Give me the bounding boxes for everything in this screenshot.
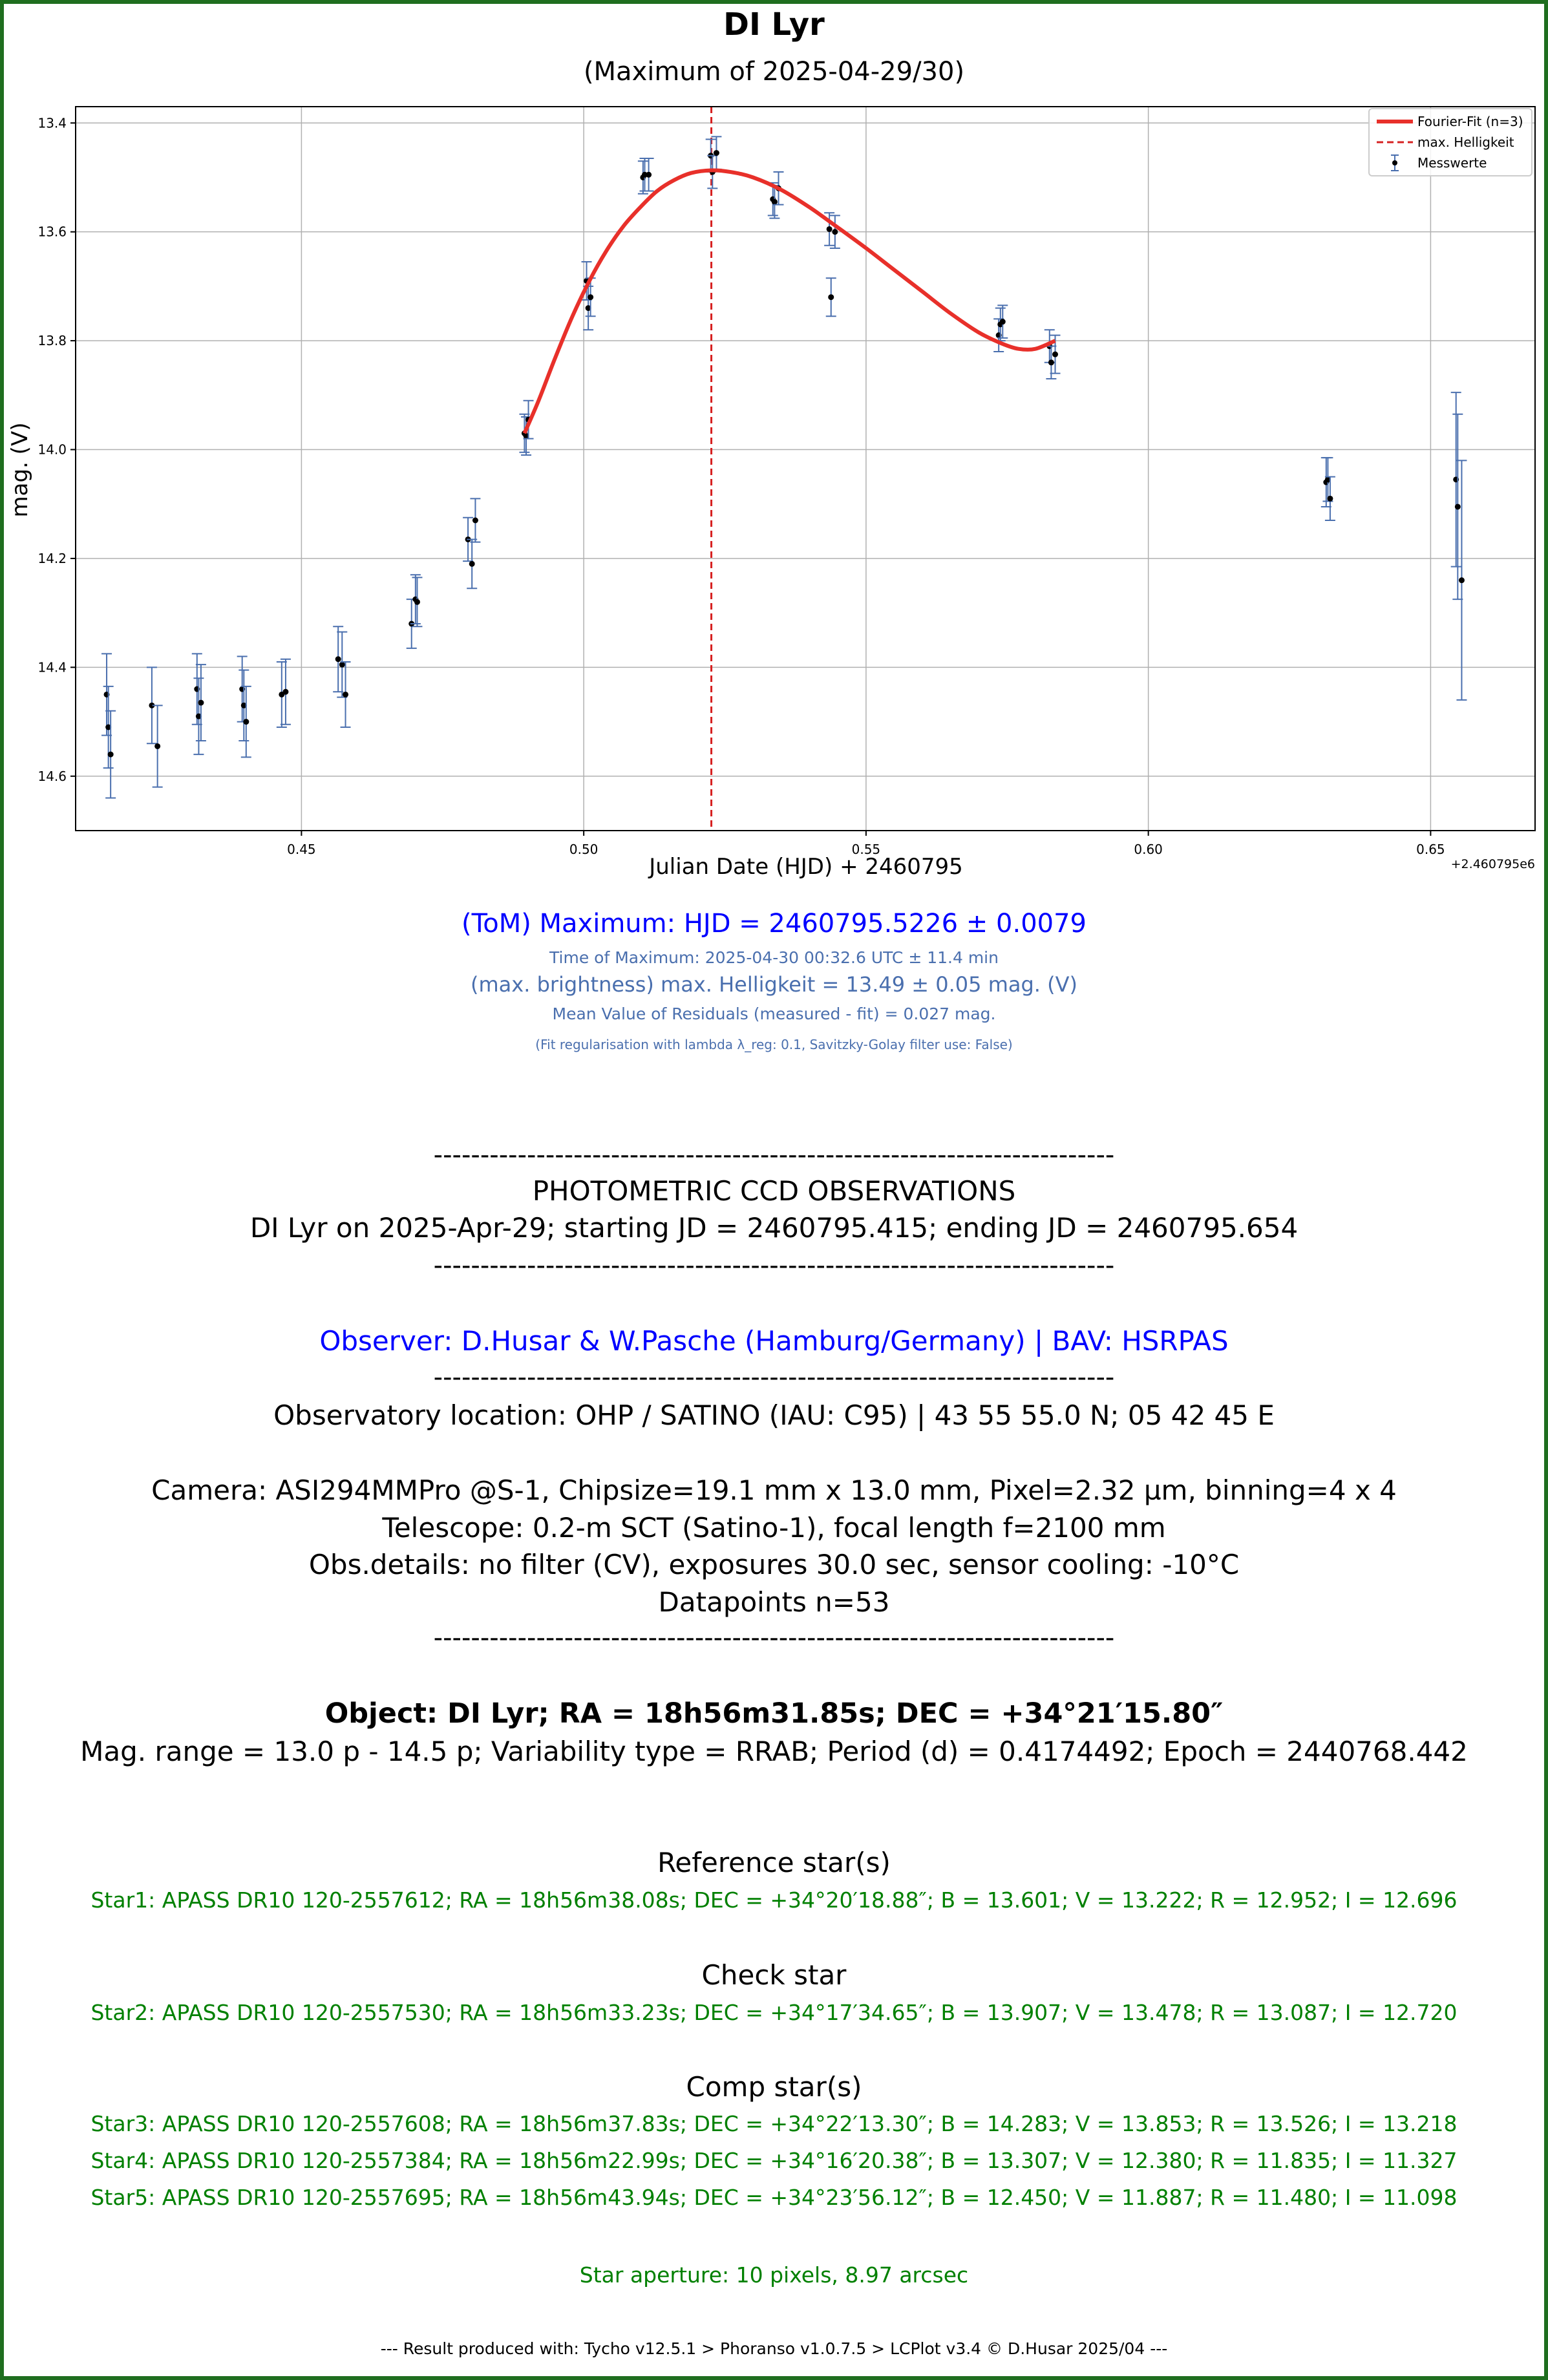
observer: Observer: D.Husar & W.Pasche (Hamburg/Germany) | BAV: HSRPAS <box>319 1325 1229 1357</box>
comp-star-heading: Comp star(s) <box>686 2071 862 2103</box>
measurement-point <box>827 226 832 232</box>
measurement-point <box>335 656 341 662</box>
time-of-max: Time of Maximum: 2025-04-30 00:32.6 UTC ± 11.4 min <box>549 948 999 967</box>
star2-info: Star2: APASS DR10 120-2557530; RA = 18h56m33.23s; DEC = +34°17′34.65″; B = 13.907; V = 13.478; R = 13.087; I = 12.720 <box>90 2000 1458 2025</box>
legend-fit-label: Fourier-Fit (n=3) <box>1417 114 1523 129</box>
measurement-point <box>588 294 593 300</box>
legend-max-label: max. Helligkeit <box>1417 134 1514 150</box>
legend-point-swatch <box>1392 160 1397 165</box>
measurement-point <box>1327 496 1333 502</box>
x-tick-label: 0.50 <box>569 842 599 857</box>
separator: ------------------------------------------------------------------------- <box>433 1251 1115 1280</box>
telescope-info: Telescope: 0.2-m SCT (Satino-1), focal length f=2100 mm <box>382 1512 1166 1544</box>
grid <box>76 107 1535 831</box>
star5-info: Star5: APASS DR10 120-2557695; RA = 18h56m43.94s; DEC = +34°23′56.12″; B = 12.450; V = 11.887; R = 11.480; I = 11.098 <box>90 2185 1458 2210</box>
measurement-point <box>282 689 288 695</box>
y-tick-label: 14.2 <box>37 550 67 566</box>
x-tick-label: 0.60 <box>1134 842 1163 857</box>
separator: ------------------------------------------------------------------------- <box>433 1363 1115 1392</box>
y-axis-label: mag. (V) <box>7 422 33 518</box>
x-tick-label: 0.55 <box>851 842 881 857</box>
report-heading: PHOTOMETRIC CCD OBSERVATIONS <box>532 1175 1016 1207</box>
separator: ------------------------------------------------------------------------- <box>433 1623 1115 1653</box>
measurement-point <box>154 743 160 749</box>
check-star-heading: Check star <box>701 1959 847 1991</box>
data-point <box>638 161 648 194</box>
measurement-point <box>1455 504 1461 509</box>
x-tick-label: 0.65 <box>1416 842 1445 857</box>
footer-credit: --- Result produced with: Tycho v12.5.1 > Phoranso v1.0.7.5 > LCPlot v3.4 © D.Husar 2025/04 --- <box>380 2339 1168 2358</box>
object-info: Object: DI Lyr; RA = 18h56m31.85s; DEC = +34°21′15.80″ <box>324 1697 1224 1730</box>
data-point <box>1322 458 1333 501</box>
camera-info: Camera: ASI294MMPro @S-1, Chipsize=19.1 mm x 13.0 mm, Pixel=2.32 µm, binning=4 x 4 <box>151 1474 1397 1506</box>
x-axis-label: Julian Date (HJD) + 2460795 <box>649 854 963 880</box>
star1-info: Star1: APASS DR10 120-2557612; RA = 18h56m38.08s; DEC = +34°20′18.88″; B = 13.601; V = 13.222; R = 12.952; I = 12.696 <box>90 1887 1458 1913</box>
data-point <box>239 670 249 741</box>
data-marks <box>101 107 1467 831</box>
datapoints-count: Datapoints n=53 <box>658 1586 890 1618</box>
legend-points-label: Messwerte <box>1417 155 1487 171</box>
observation-range: DI Lyr on 2025-Apr-29; starting JD = 2460795.415; ending JD = 2460795.654 <box>249 1212 1299 1244</box>
star4-info: Star4: APASS DR10 120-2557384; RA = 18h56m22.99s; DEC = +34°16′20.38″; B = 13.307; V = 12.380; R = 11.835; I = 11.327 <box>90 2148 1458 2173</box>
measurement-point <box>108 752 114 758</box>
object-details: Mag. range = 13.0 p - 14.5 p; Variability type = RRAB; Period (d) = 0.4174492; Epoch = 2440768.442 <box>80 1736 1468 1767</box>
x-tick-label: 0.45 <box>287 842 316 857</box>
x-offset-label: +2.460795e6 <box>1450 857 1535 871</box>
y-tick-label: 13.8 <box>37 333 67 349</box>
legend <box>1369 109 1532 176</box>
data-point <box>412 577 422 626</box>
y-tick-label: 13.4 <box>37 115 67 131</box>
measurement-point <box>828 294 834 300</box>
separator: ------------------------------------------------------------------------- <box>433 1140 1115 1170</box>
regularisation-note: (Fit regularisation with lambda λ_reg: 0.1, Savitzky-Golay filter use: False) <box>535 1037 1013 1052</box>
plot-frame <box>76 107 1535 831</box>
y-tick-label: 14.6 <box>37 768 67 784</box>
y-tick-label: 13.6 <box>37 224 67 240</box>
measurement-point <box>646 172 652 178</box>
measurement-point <box>414 599 420 605</box>
measurement-point <box>1048 359 1054 365</box>
y-tick-label: 14.4 <box>37 659 67 675</box>
measurement-point <box>1459 577 1465 583</box>
axis-ticks <box>37 115 1445 857</box>
tom-result: (ToM) Maximum: HJD = 2460795.5226 ± 0.0079 <box>461 909 1087 939</box>
star3-info: Star3: APASS DR10 120-2557608; RA = 18h56m37.83s; DEC = +34°22′13.30″; B = 14.283; V = 13.853; R = 13.526; I = 13.218 <box>90 2111 1458 2136</box>
measurement-point <box>343 692 348 697</box>
measurement-point <box>198 700 204 706</box>
observatory-location: Observatory location: OHP / SATINO (IAU: C95) | 43 55 55.0 N; 05 42 45 E <box>273 1399 1275 1431</box>
measurement-point <box>1000 319 1006 324</box>
data-point <box>1451 392 1461 566</box>
measurement-point <box>472 518 478 524</box>
reference-star-heading: Reference star(s) <box>657 1847 891 1878</box>
observation-details: Obs.details: no filter (CV), exposures 30.0 sec, sensor cooling: -10°C <box>308 1549 1240 1580</box>
max-brightness: (max. brightness) max. Helligkeit = 13.49 ± 0.05 mag. (V) <box>471 972 1077 997</box>
measurement-point <box>714 150 719 156</box>
star-aperture: Star aperture: 10 pixels, 8.97 arcsec <box>579 2262 969 2288</box>
y-tick-label: 14.0 <box>37 441 67 458</box>
chart-subtitle: (Maximum of 2025-04-29/30) <box>583 57 965 87</box>
fourier-fit-curve <box>524 170 1055 433</box>
data-point <box>470 498 480 542</box>
measurement-point <box>1052 352 1058 357</box>
measurement-point <box>243 719 249 725</box>
measurement-point <box>772 199 778 205</box>
chart-title: DI Lyr <box>723 6 825 43</box>
residuals: Mean Value of Residuals (measured - fit) = 0.027 mag. <box>552 1004 996 1023</box>
data-point <box>826 278 836 316</box>
data-point <box>153 705 163 787</box>
light-curve-chart <box>0 0 1548 905</box>
measurement-point <box>832 229 838 235</box>
measurement-point <box>339 662 345 668</box>
measurement-point <box>469 561 475 567</box>
